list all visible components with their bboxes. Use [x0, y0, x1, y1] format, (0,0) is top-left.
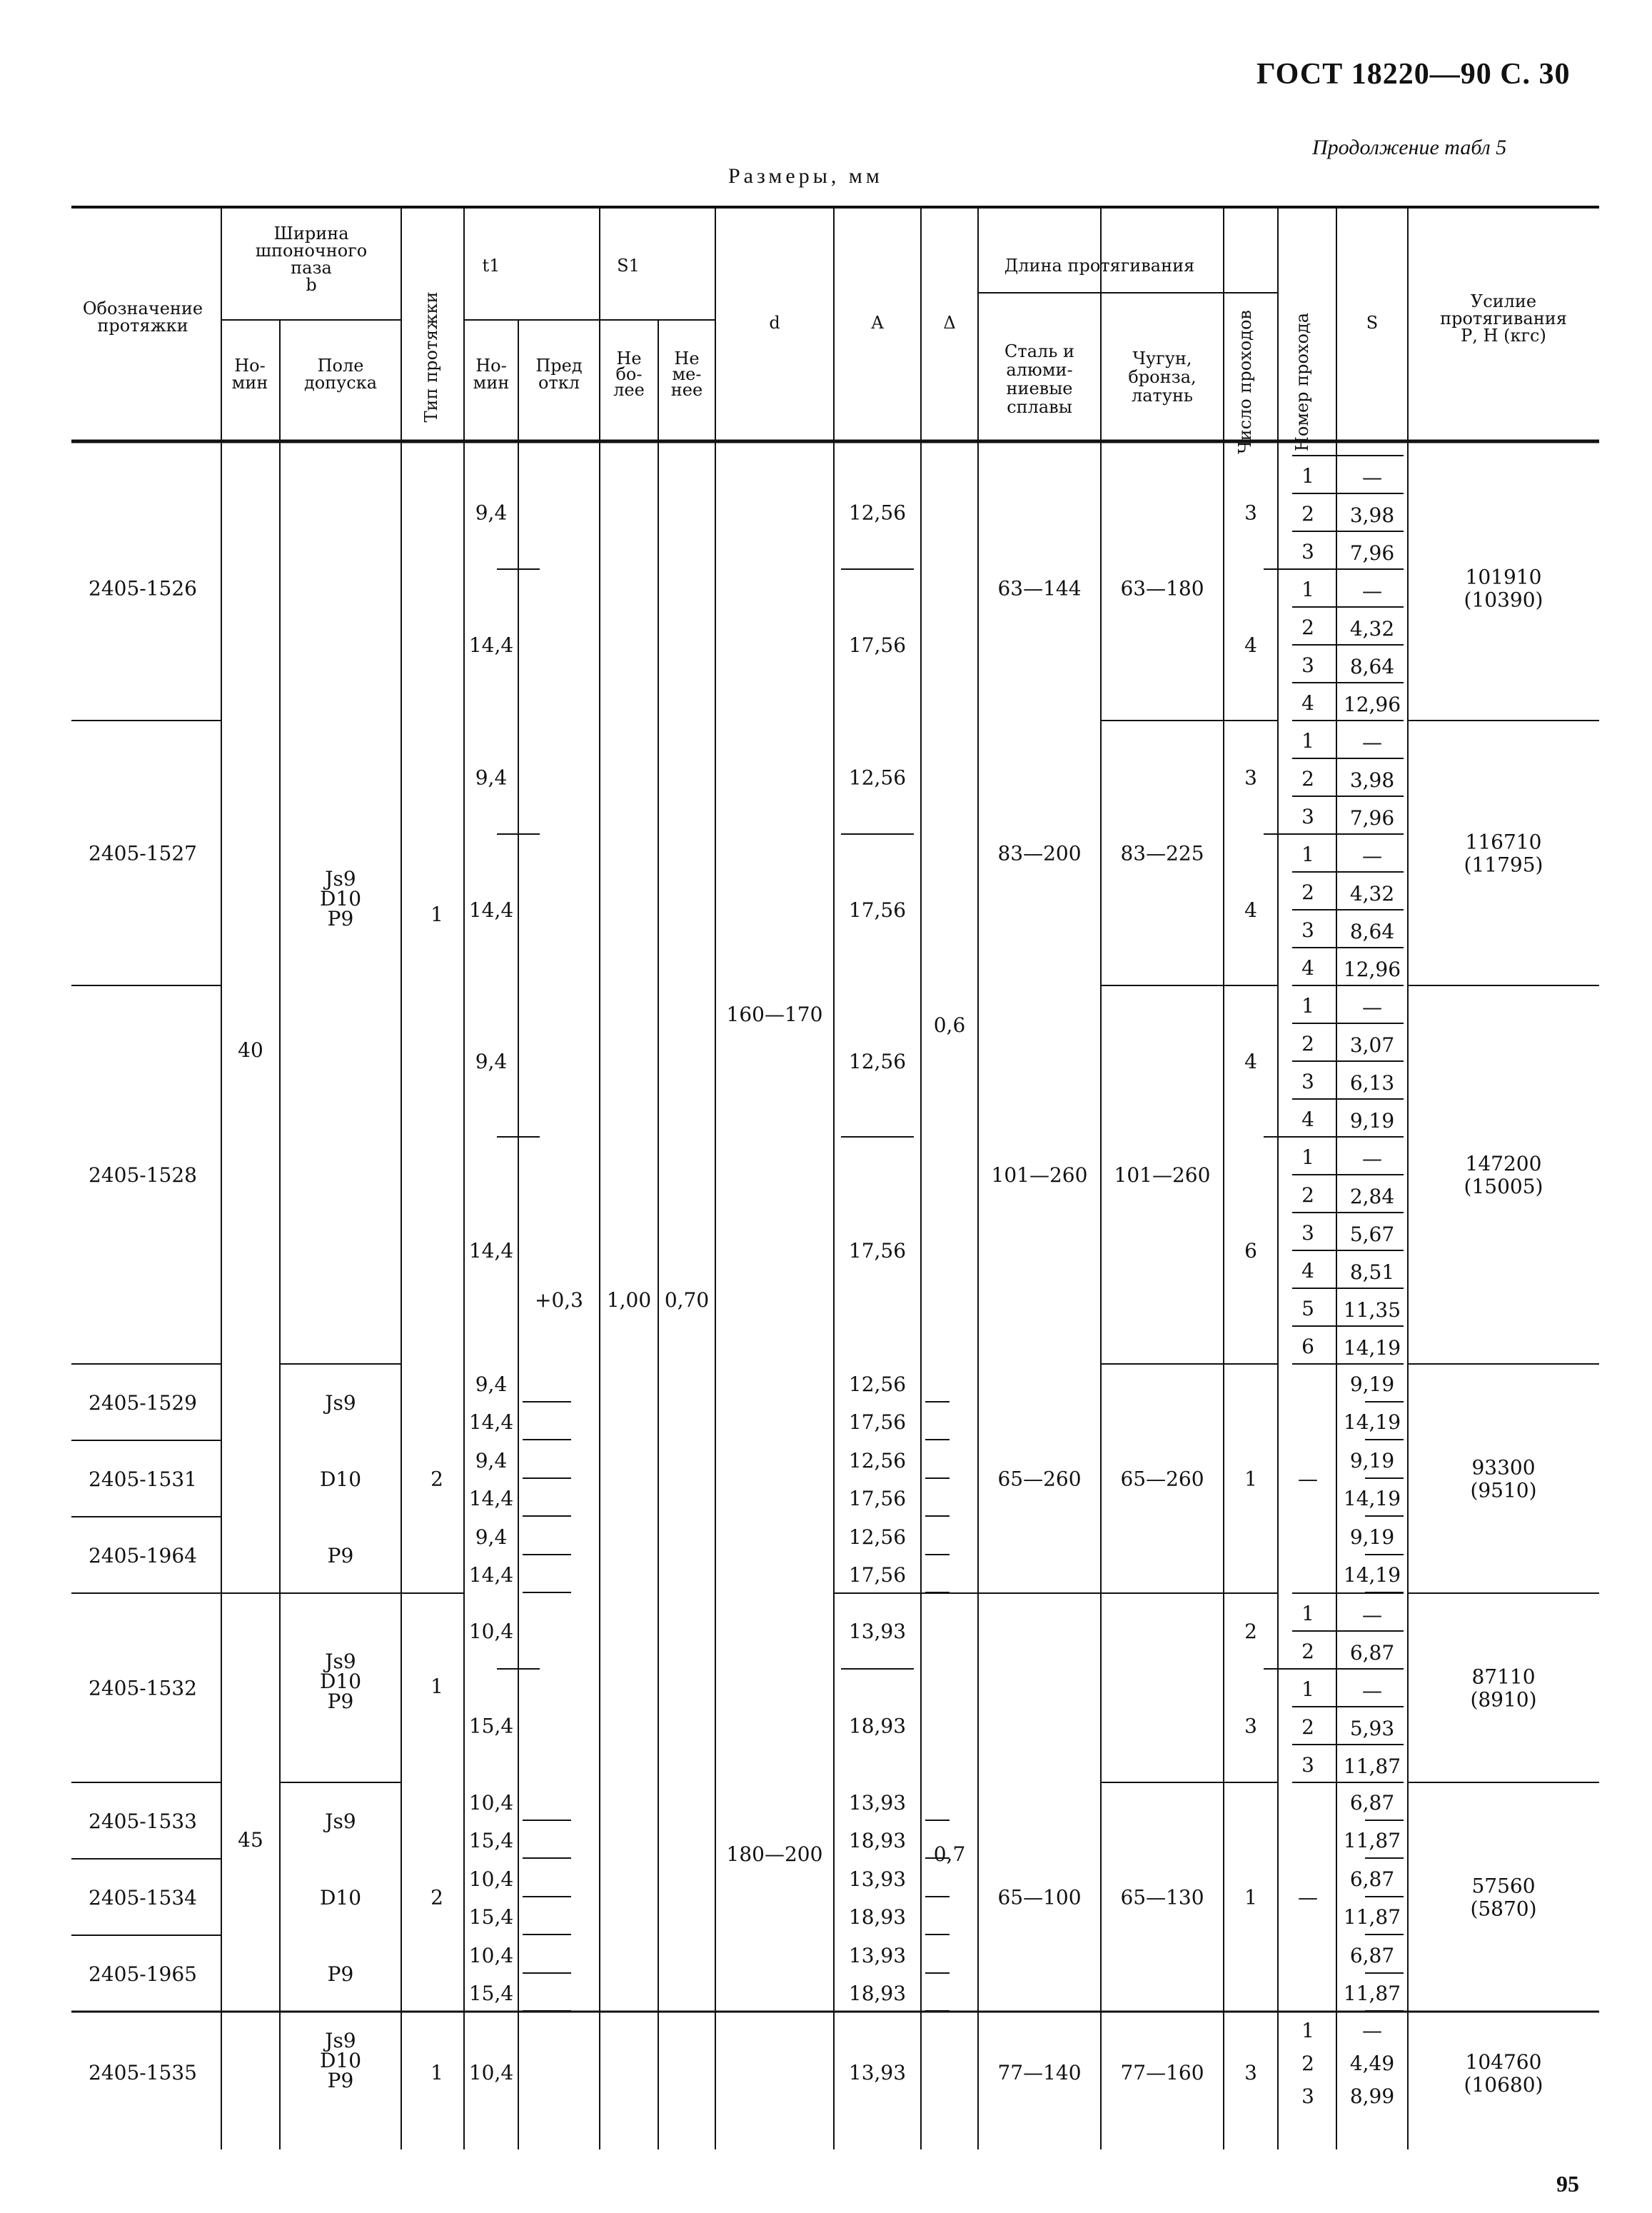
header-s1-max: Не	[616, 348, 642, 368]
S-value: 9,19	[1349, 1449, 1395, 1472]
t1-value: 9,4	[475, 1449, 508, 1472]
passes-count: 2	[1244, 1620, 1257, 1643]
pass-number: 1	[1301, 578, 1314, 601]
length-steel: 83—200	[997, 841, 1082, 865]
S-value: 7,96	[1349, 806, 1395, 830]
broach-type: 1	[430, 1675, 443, 1698]
header-t1-deviation: Пред	[535, 356, 583, 376]
pass-number: 2	[1301, 767, 1314, 791]
header-d: d	[769, 313, 780, 333]
broach-code: 2405-1533	[89, 1810, 197, 1833]
passes-count: 1	[1244, 1467, 1257, 1491]
S-value: 6,13	[1349, 1071, 1395, 1095]
length-steel: 65—100	[997, 1885, 1082, 1910]
S-value: 11,87	[1343, 1905, 1401, 1929]
S-value: 3,07	[1349, 1033, 1395, 1057]
t1-value: 15,4	[468, 1905, 514, 1929]
header-key-width: Ширина	[273, 224, 349, 244]
broach-type: 2	[430, 1467, 443, 1491]
S-value: 11,87	[1343, 1982, 1401, 2005]
A-value: 17,56	[848, 1563, 907, 1587]
t1-value: 9,4	[475, 1050, 508, 1073]
pass-number: 2	[1301, 1032, 1314, 1055]
s1-max: 1,00	[606, 1288, 652, 1312]
passes-count: 4	[1244, 898, 1257, 922]
pass-number: 3	[1301, 1221, 1314, 1245]
tolerance-combo: Js9	[325, 867, 356, 890]
t1-value: 10,4	[468, 1867, 514, 1891]
S-value: 6,87	[1349, 1944, 1395, 1967]
key-width-nominal: 45	[238, 1828, 263, 1852]
broach-code: 2405-1527	[89, 841, 197, 865]
A-value: 17,56	[848, 898, 907, 922]
s1-min: 0,70	[664, 1288, 710, 1312]
pass-number: 1	[1301, 464, 1314, 488]
force-value: 116710	[1465, 830, 1542, 854]
S-value: 6,87	[1349, 1791, 1395, 1815]
header-key-width: b	[306, 275, 317, 295]
t1-value: 14,4	[468, 633, 514, 657]
length-iron: 63—180	[1120, 576, 1204, 601]
S-value: 12,96	[1343, 958, 1401, 981]
pass-number: 1	[1301, 1677, 1314, 1701]
header-iron: бронза,	[1128, 367, 1197, 387]
S-value: —	[1362, 579, 1382, 603]
pass-number: —	[1298, 1885, 1318, 1910]
header-iron: латунь	[1131, 386, 1194, 406]
A-value: 12,56	[848, 501, 907, 525]
S-value: 14,19	[1343, 1410, 1401, 1434]
t1-value: 15,4	[468, 1714, 514, 1738]
header-designation: Обозначение	[82, 298, 203, 318]
header-force: Р, Н (кгс)	[1461, 326, 1546, 346]
tolerance-field: D10	[319, 1886, 362, 1910]
t1-value: 10,4	[468, 1791, 514, 1815]
force-value: 104760	[1465, 2050, 1542, 2074]
header-S: S	[1366, 313, 1379, 333]
broach-code: 2405-1964	[89, 1544, 197, 1567]
t1-value: 15,4	[468, 1829, 514, 1852]
key-width-nominal: 40	[238, 1038, 263, 1062]
pass-number: 1	[1301, 843, 1314, 866]
A-value: 12,56	[848, 1050, 907, 1073]
A-value: 18,93	[848, 1905, 907, 1929]
tolerance-combo: P9	[327, 2069, 354, 2092]
S-value: —	[1362, 844, 1382, 868]
S-value: 4,32	[1349, 882, 1395, 905]
passes-count: 1	[1244, 1885, 1257, 1910]
S-value: 14,19	[1343, 1487, 1401, 1510]
A-value: 13,93	[848, 1620, 907, 1643]
header-key-width: шпоночного	[255, 241, 368, 261]
broach-code: 2405-1526	[89, 576, 197, 601]
broach-type: 1	[430, 903, 443, 926]
passes-count: 3	[1244, 2061, 1257, 2084]
pass-number: 3	[1301, 540, 1314, 563]
passes-count: 3	[1244, 501, 1257, 525]
pass-number: 3	[1301, 653, 1314, 677]
header-steel: Сталь и	[1004, 341, 1074, 361]
header-s1-min: ме-	[672, 364, 702, 384]
t1-value: 9,4	[475, 766, 508, 790]
pass-number: 3	[1301, 1753, 1314, 1777]
pass-number: 2	[1301, 1715, 1314, 1739]
t1-value: 14,4	[468, 1410, 514, 1434]
broach-code: 2405-1529	[89, 1391, 197, 1415]
header-length: Длина протягивания	[1004, 256, 1195, 276]
force-value: 57560	[1471, 1874, 1536, 1898]
header-key-width: паза	[291, 258, 332, 278]
passes-count: 3	[1244, 766, 1257, 790]
header-force: Усилие	[1470, 291, 1537, 311]
length-steel: 65—260	[997, 1467, 1082, 1491]
d-range: 160—170	[726, 1003, 823, 1026]
S-value: 3,98	[1349, 768, 1395, 792]
header-s1-max: лее	[613, 380, 645, 400]
S-value: —	[1362, 2019, 1382, 2042]
S-value: —	[1362, 1147, 1382, 1170]
A-value: 18,93	[848, 1982, 907, 2005]
S-value: 4,32	[1349, 617, 1395, 641]
header-iron: Чугун,	[1132, 348, 1192, 368]
header-force: протягивания	[1440, 308, 1567, 328]
header-steel: сплавы	[1007, 397, 1072, 417]
pass-number: 1	[1301, 729, 1314, 753]
A-value: 17,56	[848, 633, 907, 657]
force-value: 87110	[1471, 1665, 1536, 1689]
page-number: 95	[1556, 2171, 1579, 2197]
length-steel: 77—140	[997, 2061, 1082, 2084]
header-tolerance-field: допуска	[303, 373, 378, 393]
pass-number: 3	[1301, 2084, 1314, 2108]
t1-value: 9,4	[475, 1373, 508, 1396]
S-value: 3,98	[1349, 503, 1395, 527]
force-value: 147200	[1465, 1152, 1542, 1175]
broach-code: 2405-1531	[89, 1467, 197, 1491]
pass-number: 3	[1301, 805, 1314, 828]
pass-number: 6	[1301, 1335, 1314, 1358]
S-value: 8,99	[1349, 2084, 1395, 2108]
broach-code: 2405-1534	[89, 1886, 197, 1910]
S-value: 5,67	[1349, 1223, 1395, 1246]
d-range: 180—200	[726, 1842, 823, 1866]
S-value: 11,35	[1343, 1298, 1401, 1322]
header-steel: ниевые	[1006, 378, 1073, 398]
A-value: 12,56	[848, 1373, 907, 1396]
header-t1-deviation: откл	[538, 373, 580, 393]
header-s1-min: нее	[670, 380, 703, 400]
S-value: 14,19	[1343, 1336, 1401, 1360]
broach-code: 2405-1965	[89, 1962, 197, 1986]
header-A: A	[871, 313, 884, 333]
pass-number: 2	[1301, 1183, 1314, 1207]
header-pass-number: Номер прохода	[1292, 312, 1312, 452]
tolerance-combo: D10	[319, 1670, 362, 1693]
A-value: 13,93	[848, 1867, 907, 1891]
t1-value: 10,4	[468, 2061, 514, 2084]
tolerance-field: D10	[319, 1467, 362, 1491]
passes-count: 3	[1244, 1714, 1257, 1738]
header-steel: алюми-	[1006, 360, 1073, 380]
header-b-nominal: Но-	[234, 356, 266, 376]
A-value: 12,56	[848, 1525, 907, 1549]
t1-value: 9,4	[475, 1525, 508, 1549]
force-value: 93300	[1471, 1455, 1536, 1480]
A-value: 13,93	[848, 2061, 907, 2084]
A-value: 17,56	[848, 1239, 907, 1263]
S-value: —	[1362, 1603, 1382, 1627]
t1-deviation: +0,3	[535, 1288, 583, 1312]
broach-code: 2405-1528	[89, 1163, 197, 1187]
pass-number: —	[1298, 1467, 1318, 1491]
pass-number: 2	[1301, 2052, 1314, 2075]
broach-code: 2405-1532	[89, 1676, 197, 1700]
pass-number: 1	[1301, 2019, 1314, 2042]
header-delta: Δ	[943, 313, 956, 333]
header-t1-nominal: мин	[473, 373, 510, 393]
pass-number: 3	[1301, 918, 1314, 942]
S-value: 6,87	[1349, 1867, 1395, 1891]
force-value: (8910)	[1470, 1687, 1537, 1712]
header-tolerance-field: Поле	[317, 356, 364, 376]
tolerance-field: P9	[327, 1544, 354, 1567]
S-value: 9,19	[1349, 1373, 1395, 1396]
length-iron: 83—225	[1120, 841, 1204, 865]
pass-number: 4	[1301, 1108, 1314, 1131]
S-value: 2,84	[1349, 1185, 1395, 1208]
S-value: 8,64	[1349, 920, 1395, 943]
A-value: 12,56	[848, 766, 907, 790]
A-value: 12,56	[848, 1449, 907, 1472]
delta-value: 0,7	[933, 1842, 966, 1866]
header-broach-type: Тип протяжки	[421, 291, 441, 423]
force-value: (11795)	[1464, 853, 1543, 877]
passes-count: 4	[1244, 633, 1257, 657]
A-value: 17,56	[848, 1410, 907, 1434]
t1-value: 14,4	[468, 898, 514, 922]
length-iron: 65—260	[1120, 1467, 1204, 1491]
pass-number: 4	[1301, 1259, 1314, 1283]
units-caption: Размеры, мм	[728, 164, 883, 188]
pass-number: 1	[1301, 1145, 1314, 1169]
pass-number: 2	[1301, 616, 1314, 639]
pass-number: 2	[1301, 880, 1314, 904]
header-s1: S1	[617, 256, 640, 276]
t1-value: 14,4	[468, 1239, 514, 1263]
length-iron: 101—260	[1114, 1163, 1211, 1187]
S-value: —	[1362, 1679, 1382, 1702]
tolerance-combo: D10	[319, 887, 362, 910]
pass-number: 4	[1301, 691, 1314, 715]
A-value: 18,93	[848, 1714, 907, 1738]
S-value: 6,87	[1349, 1641, 1395, 1665]
t1-value: 10,4	[468, 1944, 514, 1967]
force-value: (10390)	[1464, 588, 1543, 612]
header-s1-max: бо-	[615, 364, 643, 384]
delta-value: 0,6	[933, 1013, 966, 1037]
pass-number: 5	[1301, 1297, 1314, 1320]
pass-number: 4	[1301, 956, 1314, 980]
length-iron: 65—130	[1120, 1885, 1204, 1910]
S-value: —	[1362, 731, 1382, 754]
t1-value: 15,4	[468, 1982, 514, 2005]
S-value: 12,96	[1343, 693, 1401, 716]
S-value: 11,87	[1343, 1755, 1401, 1778]
S-value: —	[1362, 466, 1382, 489]
table-continuation-label: Продолжение табл 5	[1312, 136, 1507, 159]
header-t1: t1	[482, 256, 500, 276]
S-value: 8,64	[1349, 655, 1395, 678]
broach-type: 2	[430, 1885, 443, 1910]
header-t1-nominal: Но-	[475, 356, 507, 376]
S-value: 11,87	[1343, 1829, 1401, 1852]
tolerance-field: P9	[327, 1962, 354, 1986]
A-value: 13,93	[848, 1791, 907, 1815]
pass-number: 2	[1301, 1640, 1314, 1663]
S-value: 8,51	[1349, 1260, 1395, 1284]
S-value: 4,49	[1349, 2052, 1395, 2075]
tolerance-combo: Js9	[325, 1650, 356, 1673]
force-value: (5870)	[1470, 1897, 1537, 1921]
broach-type: 1	[430, 2061, 443, 2084]
A-value: 18,93	[848, 1829, 907, 1852]
broach-code: 2405-1535	[89, 2061, 197, 2084]
tolerance-field: Js9	[325, 1391, 356, 1415]
S-value: —	[1362, 995, 1382, 1019]
force-value: (9510)	[1470, 1478, 1537, 1502]
length-iron: 77—160	[1120, 2061, 1204, 2084]
tolerance-field: Js9	[325, 1810, 356, 1833]
header-passes-count: Число проходов	[1235, 310, 1255, 454]
S-value: 5,93	[1349, 1717, 1395, 1740]
tolerance-combo: P9	[327, 907, 354, 930]
S-value: 9,19	[1349, 1525, 1395, 1549]
length-steel: 63—144	[997, 576, 1082, 601]
S-value: 14,19	[1343, 1563, 1401, 1587]
tolerance-combo: P9	[327, 1690, 354, 1713]
t1-value: 9,4	[475, 501, 508, 525]
header-s1-min: Не	[674, 348, 700, 368]
pass-number: 3	[1301, 1070, 1314, 1093]
force-value: (10680)	[1464, 2073, 1543, 2097]
page-header: ГОСТ 18220—90 С. 30	[1256, 58, 1571, 91]
length-steel: 101—260	[991, 1163, 1088, 1187]
t1-value: 14,4	[468, 1487, 514, 1510]
passes-count: 4	[1244, 1050, 1257, 1073]
A-value: 17,56	[848, 1487, 907, 1510]
t1-value: 10,4	[468, 1620, 514, 1643]
t1-value: 14,4	[468, 1563, 514, 1587]
tolerance-combo: D10	[319, 2049, 362, 2072]
force-value: (15005)	[1464, 1175, 1543, 1198]
A-value: 13,93	[848, 1944, 907, 1967]
tolerance-combo: Js9	[325, 2029, 356, 2052]
pass-number: 2	[1301, 502, 1314, 526]
S-value: 7,96	[1349, 541, 1395, 565]
header-designation: протяжки	[97, 316, 188, 336]
header-b-nominal: мин	[231, 373, 268, 393]
force-value: 101910	[1465, 565, 1542, 589]
S-value: 9,19	[1349, 1109, 1395, 1133]
pass-number: 1	[1301, 994, 1314, 1018]
pass-number: 1	[1301, 1602, 1314, 1625]
passes-count: 6	[1244, 1239, 1257, 1263]
